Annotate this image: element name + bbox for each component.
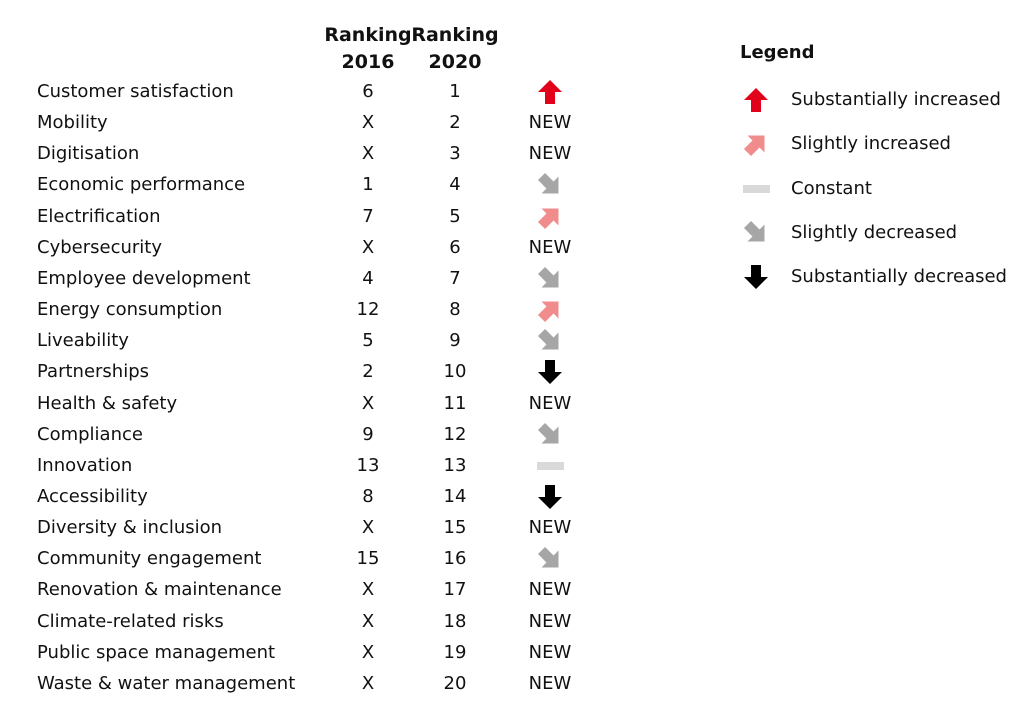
legend-item-substantially-decreased: [740, 259, 1020, 295]
trend-indicator: [515, 325, 585, 356]
topic-label: Compliance: [37, 423, 143, 445]
ranking-2016-value: 6: [362, 81, 374, 102]
ranking-2016-value: X: [361, 672, 375, 694]
ranking-2016-value: 8: [362, 485, 374, 507]
trend-indicator: [515, 263, 585, 294]
ranking-2020-value: 4: [449, 174, 461, 196]
substantially-decreased-arrow-icon: [536, 358, 564, 386]
trend-indicator: [515, 419, 585, 450]
ranking-2020-value: 5: [449, 205, 461, 227]
header-year: 2016: [341, 51, 395, 73]
ranking-2020-value: 7: [449, 267, 461, 289]
legend-item-label: Constant: [791, 177, 872, 199]
ranking-2020-value: 19: [443, 641, 467, 663]
ranking-2020-value: 8: [449, 299, 461, 321]
topic-label: Employee development: [37, 267, 251, 289]
column-header-ranking-2016: [318, 22, 418, 76]
ranking-2016-value: X: [361, 641, 375, 663]
table-row: [0, 419, 640, 450]
trend-indicator: [515, 388, 585, 419]
legend-title: Legend: [740, 42, 815, 63]
new-label: NEW: [528, 641, 572, 663]
topic-label: Health & safety: [37, 392, 178, 414]
table-row: [0, 107, 640, 138]
topic-label: Innovation: [37, 454, 133, 476]
table-row: [0, 606, 640, 637]
trend-indicator: [515, 76, 585, 107]
topic-label: Cybersecurity: [37, 236, 162, 258]
ranking-2016-value: X: [361, 236, 375, 258]
topic-label: Renovation & maintenance: [37, 579, 282, 601]
substantially-increased-arrow-icon: [742, 86, 770, 114]
ranking-2020-value: 20: [443, 672, 467, 694]
new-label: NEW: [528, 610, 572, 632]
trend-indicator: [515, 107, 585, 138]
new-label: NEW: [528, 143, 572, 165]
constant-arrow-icon: [742, 175, 770, 203]
constant-arrow-icon: [536, 452, 564, 480]
topic-label: Community engagement: [37, 548, 262, 570]
trend-indicator: [515, 201, 585, 232]
ranking-2020-value: 14: [443, 485, 467, 507]
ranking-2020-value: 6: [449, 236, 461, 258]
table-row: [0, 263, 640, 294]
table-row: [0, 481, 640, 512]
table-row: [0, 325, 640, 356]
slightly-decreased-arrow-icon: [536, 545, 564, 573]
legend-item-substantially-increased: [740, 82, 1020, 118]
substantially-increased-arrow-icon: [536, 78, 564, 106]
substantially-decreased-arrow-icon: [536, 483, 564, 511]
trend-indicator: [515, 606, 585, 637]
table-row: [0, 294, 640, 325]
table-row: [0, 169, 640, 200]
ranking-2016-value: 2: [362, 361, 374, 383]
slightly-decreased-arrow-icon: [536, 421, 564, 449]
trend-indicator: [515, 574, 585, 605]
ranking-2020-value: 2: [449, 112, 461, 134]
ranking-2016-value: X: [361, 610, 375, 632]
new-label: NEW: [528, 579, 572, 601]
ranking-2020-value: 15: [443, 517, 467, 539]
trend-indicator: [515, 450, 585, 481]
slightly-decreased-arrow-icon: [536, 265, 564, 293]
trend-indicator: [515, 356, 585, 387]
ranking-2016-value: 12: [356, 299, 380, 321]
slightly-decreased-arrow-icon: [536, 327, 564, 355]
topic-label: Energy consumption: [37, 299, 223, 321]
topic-label: Electrification: [37, 205, 161, 227]
column-header-ranking-2020: [405, 22, 505, 76]
legend-item-label: Slightly increased: [791, 133, 951, 155]
topic-label: Accessibility: [37, 485, 148, 507]
slightly-decreased-arrow-icon: [742, 219, 770, 247]
slightly-increased-arrow-icon: [536, 203, 564, 231]
table-row: [0, 388, 640, 419]
table-row: [0, 201, 640, 232]
new-label: NEW: [528, 236, 572, 258]
table-row: [0, 637, 640, 668]
topic-label: Economic performance: [37, 174, 246, 196]
ranking-2020-value: 11: [443, 392, 467, 414]
ranking-2020-value: 17: [443, 579, 467, 601]
topic-label: Climate-related risks: [37, 610, 224, 632]
topic-label: Diversity & inclusion: [37, 517, 223, 539]
ranking-2020-value: 10: [443, 361, 467, 383]
trend-indicator: [515, 232, 585, 263]
table-row: [0, 668, 640, 699]
ranking-2016-value: X: [361, 517, 375, 539]
topic-label: Customer satisfaction: [37, 81, 234, 102]
header-line: Ranking: [324, 24, 412, 46]
new-label: NEW: [528, 672, 572, 694]
ranking-2020-value: 3: [449, 143, 461, 165]
legend-item-label: Slightly decreased: [791, 221, 958, 243]
ranking-2016-value: X: [361, 112, 375, 134]
table-row: [0, 76, 640, 107]
trend-indicator: [515, 481, 585, 512]
new-label: NEW: [528, 392, 572, 414]
ranking-2016-value: X: [361, 392, 375, 414]
table-row: [0, 356, 640, 387]
topic-label: Partnerships: [37, 361, 150, 383]
table-row: [0, 232, 640, 263]
new-label: NEW: [528, 517, 572, 539]
ranking-2020-value: 9: [449, 330, 461, 352]
ranking-2020-value: 1: [449, 81, 461, 102]
substantially-decreased-arrow-icon: [742, 263, 770, 291]
legend-item-constant: [740, 171, 1020, 207]
legend-item-slightly-increased: [740, 126, 1020, 162]
legend-item-label: Substantially increased: [791, 89, 1001, 110]
slightly-increased-arrow-icon: [536, 296, 564, 324]
table-row: [0, 543, 640, 574]
ranking-2020-value: 12: [443, 423, 467, 445]
table-row: [0, 574, 640, 605]
trend-indicator: [515, 512, 585, 543]
header-line: Ranking: [411, 24, 499, 46]
header-year: 2020: [428, 51, 482, 73]
table-row: [0, 450, 640, 481]
table-row: [0, 138, 640, 169]
topic-label: Digitisation: [37, 143, 140, 165]
trend-indicator: [515, 138, 585, 169]
trend-indicator: [515, 169, 585, 200]
ranking-2016-value: X: [361, 579, 375, 601]
ranking-2020-value: 16: [443, 548, 467, 570]
ranking-2016-value: 5: [362, 330, 374, 352]
ranking-2016-value: 13: [356, 454, 380, 476]
slightly-increased-arrow-icon: [742, 130, 770, 158]
ranking-2016-value: 1: [362, 174, 374, 196]
trend-indicator: [515, 543, 585, 574]
ranking-2016-value: 4: [362, 267, 374, 289]
ranking-2020-value: 13: [443, 454, 467, 476]
topic-label: Public space management: [37, 641, 276, 663]
trend-indicator: [515, 294, 585, 325]
ranking-2020-value: 18: [443, 610, 467, 632]
table-row: [0, 512, 640, 543]
ranking-2016-value: 7: [362, 205, 374, 227]
ranking-2016-value: 15: [356, 548, 380, 570]
trend-indicator: [515, 668, 585, 699]
ranking-2016-value: X: [361, 143, 375, 165]
new-label: NEW: [528, 112, 572, 134]
ranking-2016-value: 9: [362, 423, 374, 445]
legend-item-label: Substantially decreased: [791, 266, 1007, 288]
legend-item-slightly-decreased: [740, 215, 1020, 251]
topic-label: Waste & water management: [37, 672, 296, 694]
slightly-decreased-arrow-icon: [536, 171, 564, 199]
topic-label: Liveability: [37, 330, 129, 352]
topic-label: Mobility: [37, 112, 108, 134]
trend-indicator: [515, 637, 585, 668]
